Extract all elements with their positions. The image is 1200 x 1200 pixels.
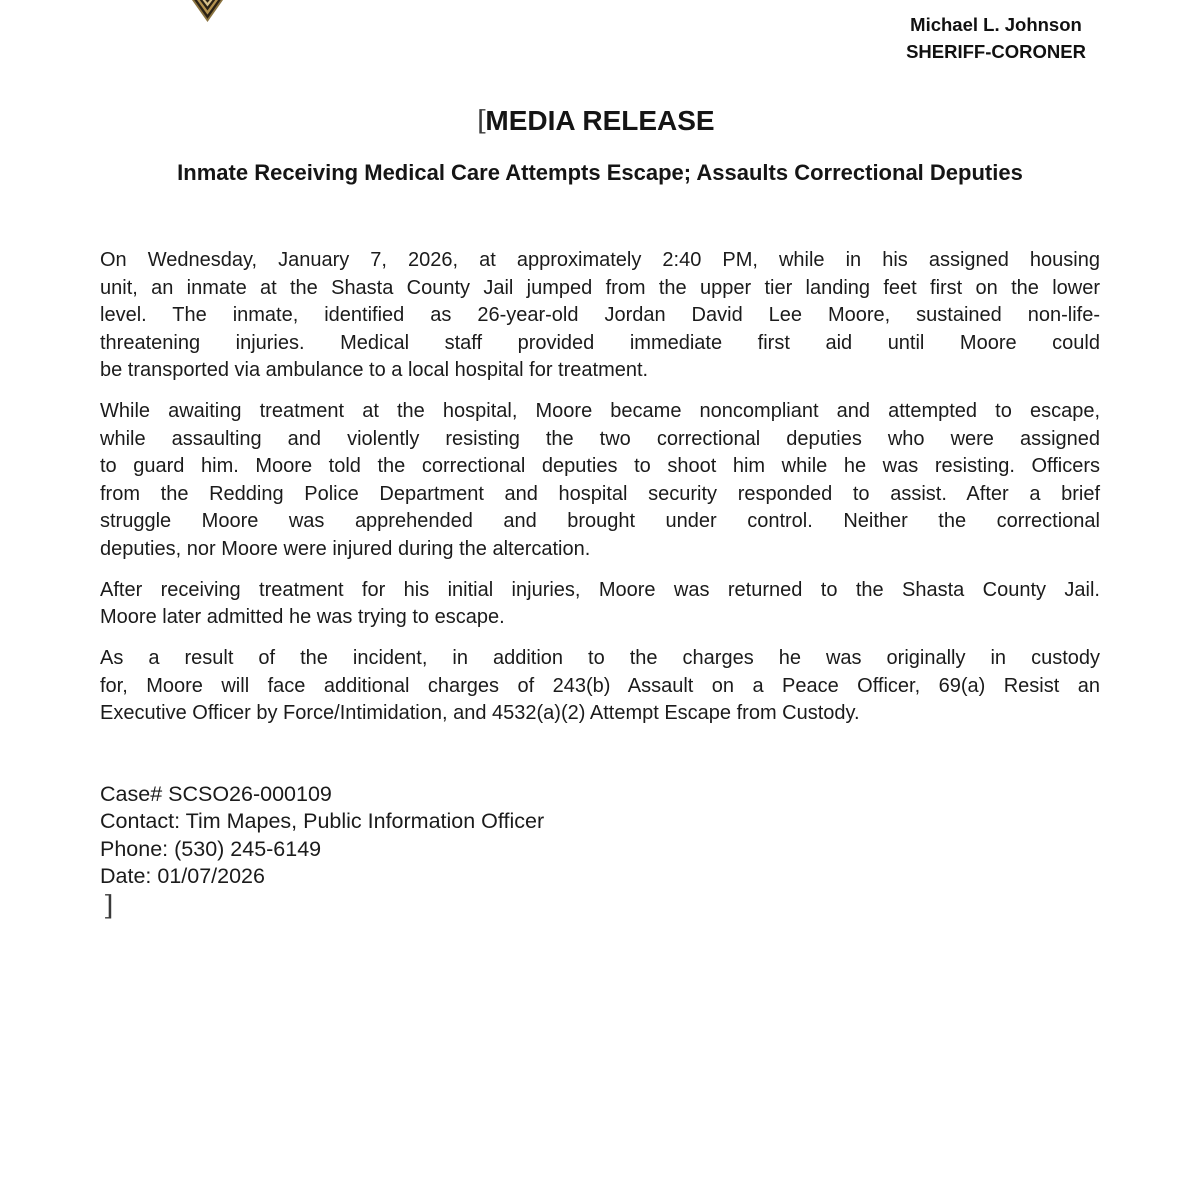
paragraph-line: deputies, nor Moore were injured during the altercation. <box>100 537 591 560</box>
paragraph-line: While awaiting treatment at the hospital, Moore became noncompliant and attempted to escape, <box>100 400 1100 422</box>
paragraph <box>100 247 1100 385</box>
paragraph-line: while assaulting and violently resisting the two correctional deputies who were assigned <box>100 427 1100 450</box>
paragraph-line: level. The inmate, identified as 26-year-old Jordan David Lee Moore, sustained non-life- <box>100 304 1100 326</box>
paragraph-line: unit, an inmate at the Shasta County Jail jumped from the upper tier landing feet first on the lower <box>100 276 1100 299</box>
sheriff-title: SHERIFF-CORONER <box>906 40 1086 62</box>
text-cursor-end: ] <box>103 890 114 922</box>
paragraph-line: struggle Moore was apprehended and brought under control. Neither the correctional <box>100 510 1100 532</box>
sheriff-name: Michael L. Johnson <box>910 14 1082 35</box>
letterhead-block <box>880 12 1112 65</box>
sheriff-badge-icon <box>192 0 223 22</box>
paragraph-line: to guard him. Moore told the correctional deputies to shoot him while he was resisting. Officers <box>100 455 1100 477</box>
paragraph-line: for, Moore will face additional charges of 243(b) Assault on a Peace Officer, 69(a) Resist an <box>100 674 1100 697</box>
paragraph-line: Moore later admitted he was trying to escape. <box>100 606 505 628</box>
paragraph-line: from the Redding Police Department and hospital security responded to assist. After a brief <box>100 482 1100 505</box>
paragraph-line: be transported via ambulance to a local hospital for treatment. <box>100 359 649 381</box>
paragraph-line: As a result of the incident, in addition to the charges he was originally in custody <box>100 647 1100 669</box>
phone-line: Phone: (530) 245-6149 <box>100 836 322 861</box>
paragraph-line: After receiving treatment for his initial injuries, Moore was returned to the Shasta County Jail. <box>100 578 1100 601</box>
date-line: Date: 01/07/2026 <box>100 864 265 888</box>
text-cursor-start: [ <box>477 106 488 137</box>
contact-block <box>100 781 1100 923</box>
page-subtitle: Inmate Receiving Medical Care Attempts Escape; Assaults Correctional Deputies <box>177 160 1023 185</box>
document-body <box>100 247 1100 923</box>
paragraph-line: On Wednesday, January 7, 2026, at approximately 2:40 PM, while in his assigned housing <box>100 249 1100 271</box>
case-number-line: Case# SCSO26-000109 <box>100 781 332 806</box>
paragraph <box>100 645 1100 728</box>
contact-line: Contact: Tim Mapes, Public Information Officer <box>100 809 545 833</box>
paragraph <box>100 577 1100 632</box>
paragraph-line: Executive Officer by Force/Intimidation, and 4532(a)(2) Attempt Escape from Custody. <box>100 702 860 724</box>
page-title: MEDIA RELEASE <box>485 105 715 136</box>
paragraph-line: threatening injuries. Medical staff provided immediate first aid until Moore could <box>100 331 1100 354</box>
paragraph <box>100 398 1100 563</box>
